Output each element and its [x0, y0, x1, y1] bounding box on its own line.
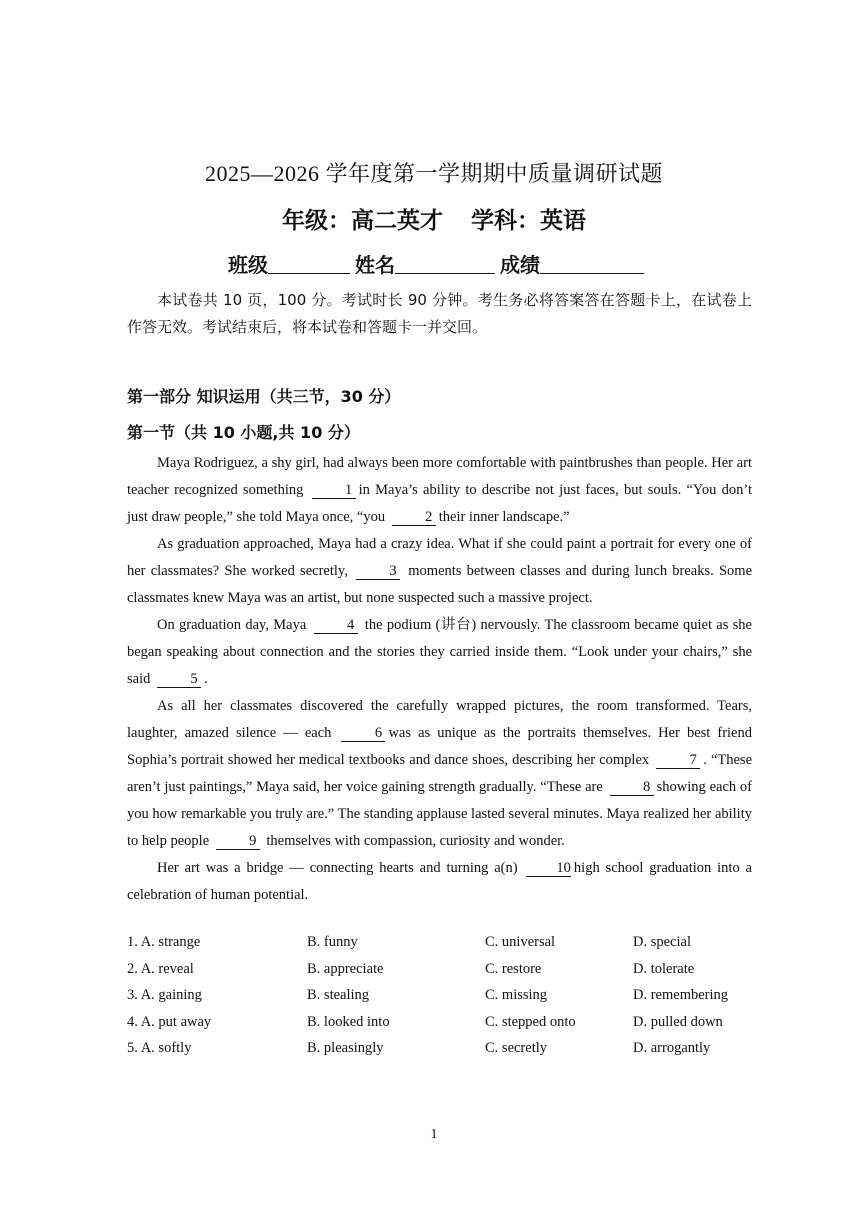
blank-9: 9: [216, 833, 260, 850]
passage-text: As all her classmates discovered the carefully wrapped pictures, the room transformed. Tears, laughter, amazed silence — each: [127, 698, 752, 741]
passage-text: themselves with compassion, curiosity and wonder.: [266, 833, 565, 849]
option-row-4: [127, 1014, 767, 1041]
blank-3: 3: [356, 563, 400, 580]
option-4a: 4. A. put away: [127, 1013, 212, 1030]
blank-10: 10: [526, 860, 571, 877]
option-2c: C. restore: [485, 960, 542, 977]
passage-text: As graduation approached, Maya had a crazy idea. What if she could paint a portrait for every one of her classmates? She worked secretly,: [127, 536, 752, 579]
option-4b: B. looked into: [307, 1013, 390, 1030]
passage-text: On graduation day, Maya: [157, 617, 307, 633]
option-3c: C. missing: [485, 987, 548, 1003]
option-row-1: [127, 934, 767, 961]
option-2b: B. appreciate: [307, 960, 384, 977]
subject-label: 学科：英语: [471, 208, 586, 233]
option-5c: C. secretly: [485, 1040, 548, 1056]
part-heading: 第一部分 知识运用（共三节，30 分）: [127, 387, 401, 406]
blank-7: 7: [656, 752, 700, 769]
class-blank: [268, 253, 350, 274]
option-2a: 2. A. reveal: [127, 960, 194, 977]
passage-paragraph-1: [127, 450, 752, 531]
cloze-passage: [127, 450, 752, 909]
score-label: 成绩: [500, 255, 540, 277]
passage-paragraph-2: [127, 531, 752, 612]
page-number: 1: [430, 1127, 438, 1142]
option-5b: B. pleasingly: [307, 1040, 384, 1056]
option-1c: C. universal: [485, 934, 556, 950]
exam-instructions: 本试卷共 10 页，100 分。考试时长 90 分钟。考生务必将答案答在答题卡上，在试卷上作答无效。考试结束后，将本试卷和答题卡一并交回。: [127, 291, 752, 336]
blank-5: 5: [157, 671, 201, 688]
answer-options: [127, 934, 767, 1067]
option-3b: B. stealing: [307, 987, 370, 1003]
blank-2: 2: [392, 509, 436, 526]
blank-6: 6: [341, 725, 385, 742]
option-5a: 5. A. softly: [127, 1040, 192, 1056]
class-label: 班级: [228, 255, 268, 277]
option-2d: D. tolerate: [633, 960, 695, 977]
passage-text: Her art was a bridge — connecting hearts and turning a(n): [157, 860, 518, 876]
passage-text: the podium (讲台) nervously. The classroom became quiet as she began speaking about connection and the stories they carried inside them. “Look under your chairs,” she said: [127, 617, 752, 687]
passage-text: .: [203, 671, 208, 687]
option-row-5: [127, 1040, 767, 1067]
option-row-2: [127, 961, 767, 988]
exam-subtitle: [0, 202, 868, 235]
passage-text: their inner landscape.”: [438, 509, 570, 525]
blank-1: 1: [312, 482, 356, 499]
option-1d: D. special: [633, 934, 691, 950]
section-heading: 第一节（共 10 小题,共 10 分）: [127, 423, 360, 442]
name-blank: [395, 253, 495, 274]
option-row-3: [127, 987, 767, 1014]
passage-text: in Maya’s ability to describe not just faces, but souls. “You don’t just draw people,” she told Maya once, “you: [127, 482, 753, 525]
option-3a: 3. A. gaining: [127, 987, 202, 1003]
option-1b: B. funny: [307, 934, 358, 950]
passage-text: moments between classes and during lunch breaks. Some classmates knew Maya was an artist, but none suspected such a massive project.: [127, 563, 753, 606]
passage-paragraph-4: [127, 693, 752, 855]
blank-8: 8: [610, 779, 654, 796]
passage-paragraph-5: [127, 855, 752, 909]
passage-text: Maya Rodriguez, a shy girl, had always been more comfortable with paintbrushes than people. Her art teacher recognized something: [127, 455, 752, 498]
option-4c: C. stepped onto: [485, 1013, 576, 1030]
passage-text: showing each of you how remarkable you truly are.” The standing applause lasted several minutes. Maya realized her ability to help people: [127, 779, 753, 849]
score-blank: [540, 253, 644, 274]
passage-paragraph-3: [127, 612, 752, 693]
passage-text: high school graduation into a celebration of human potential.: [127, 860, 752, 903]
option-3d: D. remembering: [633, 987, 729, 1003]
exam-title: 2025—2026 学年度第一学期期中质量调研试题: [204, 161, 663, 186]
passage-text: . “These aren’t just paintings,” Maya said, her voice gaining strength gradually. “These are: [127, 752, 753, 795]
option-1a: 1. A. strange: [127, 934, 201, 950]
option-5d: D. arrogantly: [633, 1040, 711, 1056]
name-label: 姓名: [355, 255, 395, 277]
option-4d: D. pulled down: [633, 1013, 723, 1030]
blank-4: 4: [314, 617, 358, 634]
grade-label: 年级：高二英才: [282, 208, 443, 233]
passage-text: was as unique as the portraits themselves. Her best friend Sophia’s portrait showed her medical textbooks and dance shoes, describing her complex: [127, 725, 752, 768]
student-info-fields: [228, 249, 644, 278]
